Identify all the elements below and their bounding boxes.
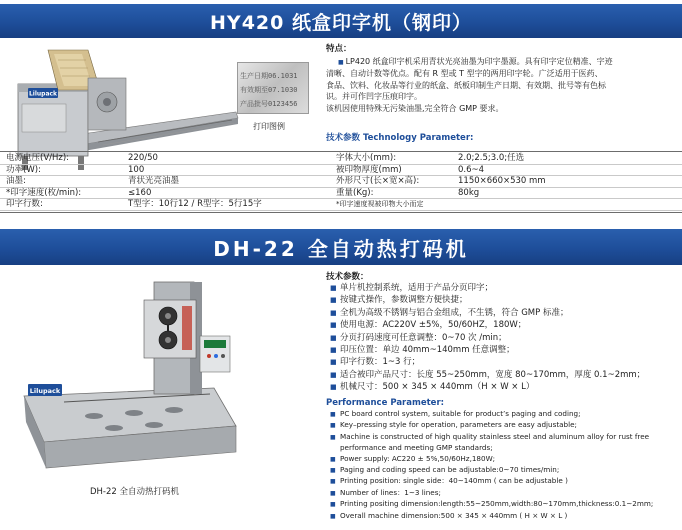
bullet-icon: ■ <box>330 284 337 292</box>
list-item: ■ Number of lines：1~3 lines; <box>330 488 682 499</box>
spec-key: 重量(Kg): <box>336 187 374 198</box>
features-title: 特点： <box>326 44 352 54</box>
dh22-tech-list <box>330 282 682 394</box>
spec-key: 油墨: <box>6 176 26 186</box>
dh22-image-caption: DH-22 全自动热打码机 <box>90 487 180 497</box>
bullet-icon: ■ <box>330 467 336 475</box>
spec-row <box>0 165 682 177</box>
bullet-icon: ■ <box>330 433 336 441</box>
print-sample-caption: 打印图例 <box>253 122 285 131</box>
features-line: 该机因使用特殊无污染油墨,完全符合 GMP 要求。 <box>326 103 504 113</box>
list-item: ■ Paging and coding speed can be adjustable:0~70 times/min; <box>330 465 682 476</box>
list-item: ■ 单片机控制系统，适用于产品分页印字； <box>330 283 494 293</box>
list-item: performance and meeting GMP standards; <box>340 443 493 453</box>
plate-line-expiry-date: 有效期至07.1030 <box>240 86 298 94</box>
spec-key: 印字行数: <box>6 199 43 209</box>
bullet-icon: ■ <box>330 383 337 392</box>
list-item: ■ Overall machine dimension:500 × 345 × 440mm ( H × W × L ) <box>330 511 682 522</box>
features-line: 识。并可作凹字压痕印字。 <box>326 92 422 101</box>
hy420-brand-label: Lilupack <box>28 90 58 98</box>
dh22-brand-label: Lilupack <box>29 387 61 395</box>
list-item: ■ 按键式操作，参数调整方便快捷； <box>330 295 468 306</box>
print-sample-plate <box>237 62 309 114</box>
bullet-icon: ■ <box>330 321 337 330</box>
spec-row <box>0 199 682 211</box>
bullet-icon: ■ <box>330 358 337 367</box>
spec-table <box>0 153 682 211</box>
bullet-icon: ■ <box>330 370 337 379</box>
spec-value: 青状光亮油墨 <box>128 176 180 186</box>
bullet-icon: ■ <box>330 512 336 520</box>
features-line: 清晰、自动计数等优点。配有 R 型或 T 型字的两用印字轮。广泛适用于医药、 <box>326 69 603 78</box>
spec-table-bottom-rule <box>0 212 682 213</box>
list-item: ■ 机械尺寸：500 × 345 × 440mm（H × W × L） <box>330 382 535 393</box>
list-item: ■ 适合被印产品尺寸：长度 55~250mm，宽度 80~170mm，厚度 0.1~2mm； <box>330 369 646 380</box>
features-line: ■ LP420 纸盒印字机采用青状光亮油墨为印字墨源。具有印字定位精准、字迹 <box>326 56 680 69</box>
performance-list <box>330 409 682 522</box>
spec-value: 100 <box>128 164 145 175</box>
list-item: ■ Machine is constructed of high quality stainless steel and aluminum alloy for rust free <box>330 432 682 443</box>
list-item: ■ 全机为高级不锈钢与铝合金组成，不生锈，符合 GMP 标准； <box>330 307 569 318</box>
list-item: ■ 分页打码速度可任意调整：0~70 次 /min； <box>330 332 507 343</box>
section1-title: HY420 纸盒印字机（钢印） <box>210 11 472 34</box>
spec-row <box>0 153 682 165</box>
spec-value: 80kg <box>458 187 480 198</box>
spec-key: 被印物厚度(mm) <box>336 164 402 175</box>
section2-banner <box>0 229 682 265</box>
spec-table-top-rule <box>0 151 682 152</box>
speed-note: *印字速度视被印物大小而定 <box>336 200 424 208</box>
list-item: ■ 印字行数：1~3 行； <box>330 357 421 368</box>
performance-title: Performance Parameter: <box>326 398 445 408</box>
list-item: ■ Key–pressing style for operation, parameters are easy adjustable; <box>330 420 682 431</box>
bullet-icon: ■ <box>330 478 336 486</box>
bullet-icon: ■ <box>330 308 337 317</box>
features-line: 食品、饮料、化妆品等行业的纸盒、纸板印制生产日期、有效期、批号等有色标 <box>326 80 606 90</box>
bullet-icon: ■ <box>330 296 337 305</box>
spec-value: 1150×660×530 mm <box>458 176 546 186</box>
features-block <box>326 44 680 114</box>
plate-line-batch-number: 产品批号0123456 <box>240 100 298 108</box>
bullet-icon: ■ <box>330 422 336 430</box>
bullet-icon: ■ <box>330 411 336 418</box>
spec-key: 外形尺寸(长×宽×高): <box>336 176 420 186</box>
bullet-icon: ■ <box>330 333 337 342</box>
spec-key: 电源电压(V/Hz): <box>6 153 70 163</box>
list-item: ■ 印压位置：单边 40mm~140mm 任意调整； <box>330 345 515 356</box>
spec-row <box>0 176 682 188</box>
bullet-icon: ■ <box>330 501 336 509</box>
spec-key: 字体大小(mm): <box>336 153 397 163</box>
list-item: ■ Printing position: single side：40~140mm ( can be adjustable ) <box>330 476 682 487</box>
list-item: ■ Printing positing dimension:length:55~250mm,width:80~170mm,thickness:0.1~2mm; <box>330 499 682 510</box>
bullet-icon: ■ <box>330 455 336 463</box>
list-item: ■ 使用电源：AC220V ±5%，50/60HZ，180W； <box>330 320 527 331</box>
bullet-icon: ■ <box>330 346 337 355</box>
spec-row <box>0 188 682 200</box>
spec-key: 功率(W): <box>6 164 41 175</box>
dh22-tech-title: 技术参数： <box>326 272 369 282</box>
list-item: ■ Power supply: AC220 ± 5%,50/60Hz,180W; <box>330 454 682 465</box>
plate-line-production-date: 生产日期06.1031 <box>240 72 298 80</box>
dh22-machine-image <box>4 276 244 472</box>
section1-banner <box>0 4 682 38</box>
spec-value: T型字：10行12 / R型字：5行15字 <box>128 199 262 209</box>
spec-value: 220/50 <box>128 153 158 163</box>
section2-title: DH-22 全自动热打码机 <box>213 236 469 261</box>
spec-value: 2.0;2.5;3.0;任选 <box>458 153 525 163</box>
tech-parameter-title: 技术参数 Technology Parameter: <box>326 133 474 143</box>
spec-value: 0.6~4 <box>458 164 485 175</box>
spec-value: ≤160 <box>128 187 152 198</box>
spec-key: *印字速度(枚/min): <box>6 187 82 198</box>
list-item: ■ PC board control system, suitable for product’s paging and coding; <box>330 409 682 420</box>
bullet-icon: ■ <box>330 489 336 497</box>
